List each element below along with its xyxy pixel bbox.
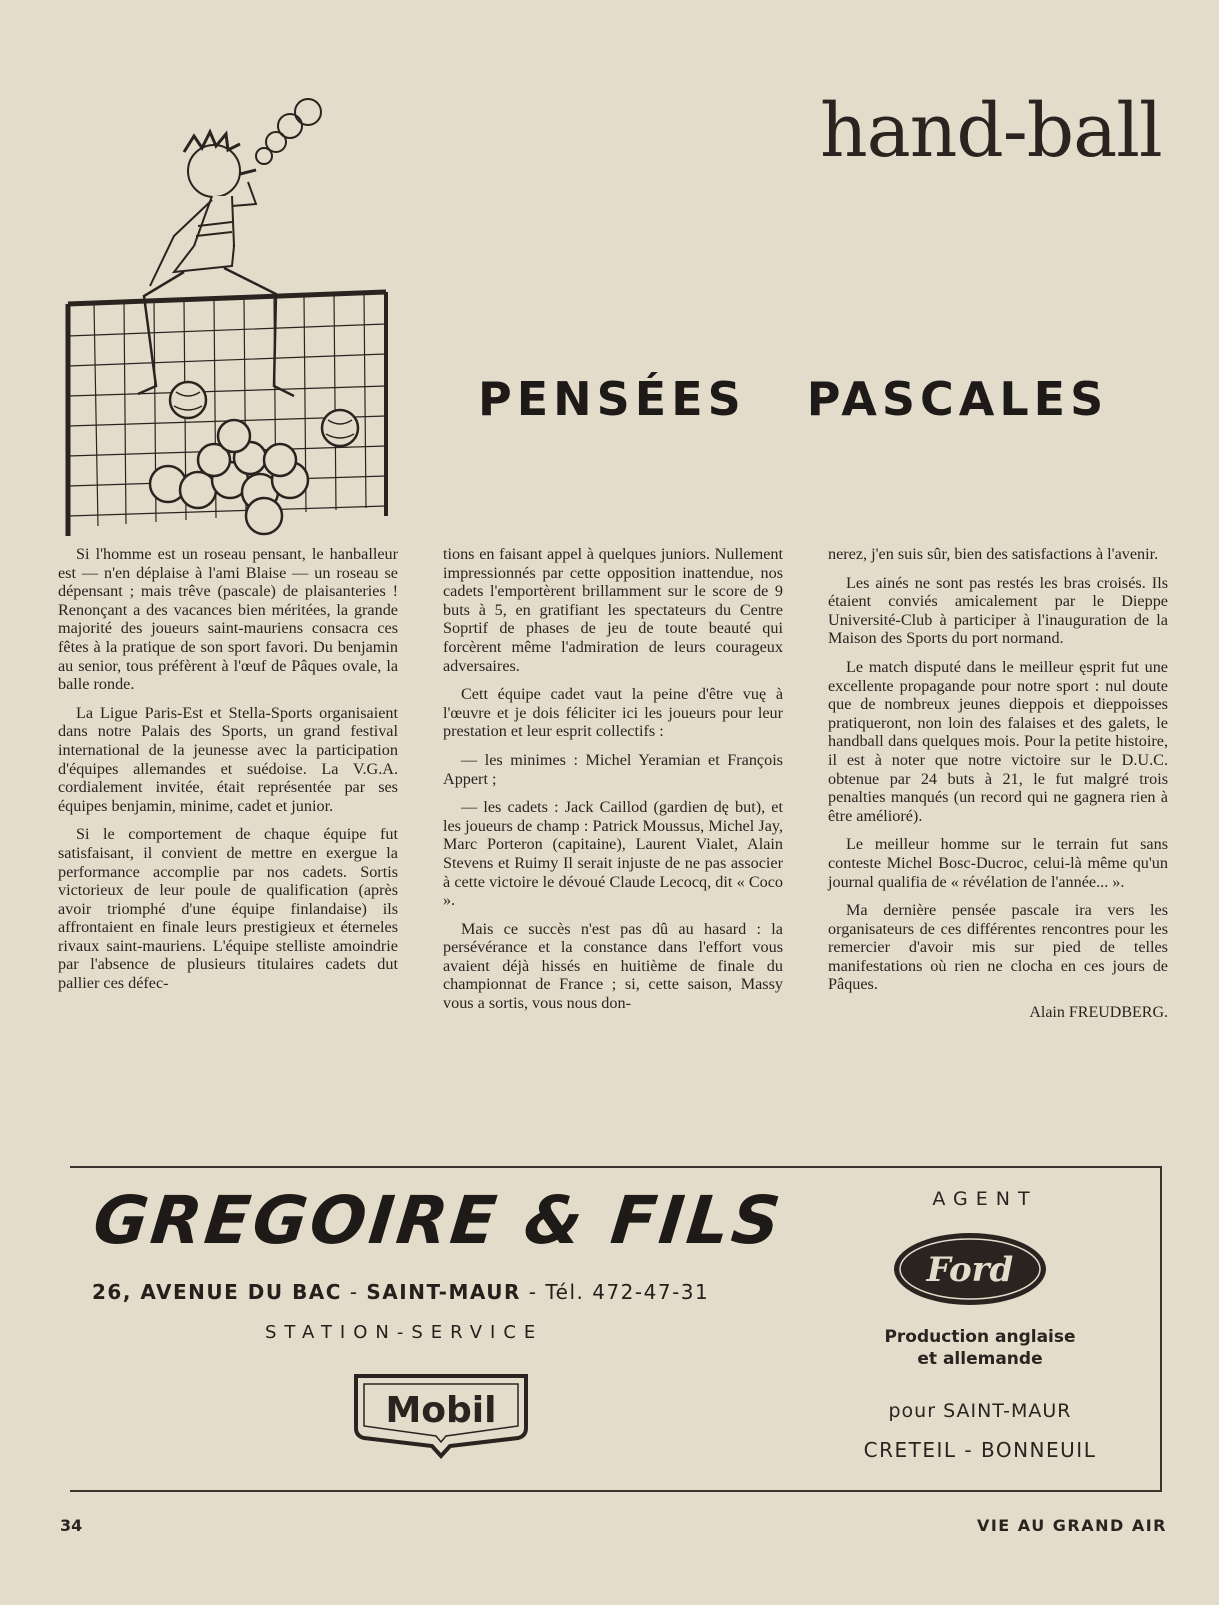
paragraph: Si le comportement de chaque équipe fut satisfaisant, il convient de mettre en exergue la performance accomplie par nos cadets. Sortis victorieux de leur poule de qualification (après avoir triomphé d'une équipe finlandaise) ils affrontaient en finale leurs prestigieux et éterneles rivaux saint-mauriens. L'équipe stelliste amoindrie par l'absence de plusieurs titulaires cadets dut pallier ces défec- (58, 825, 398, 993)
author-signature: Alain FREUDBERG. (1029, 1004, 1168, 1022)
article-column-1 (58, 545, 398, 1120)
paragraph: — les cadets : Jack Caillod (gardien dę but), et les joueurs de champ : Patrick Moussus, Michel Jay, Marc Porteron (capitaine), Laurent Vialet, Alain Stevens et Ruimy Il serait injuste de ne pas associer à cette victoire le dévoué Claude Lecocq, dit « Coco ». (443, 798, 783, 910)
ad-separator: - (520, 1280, 546, 1304)
article-body (58, 545, 1168, 1120)
paragraph: nerez, j'en suis sûr, bien des satisfactions à l'avenir. (828, 545, 1159, 563)
ad-production-text (860, 1326, 1100, 1370)
ad-agent-label: AGENT (932, 1188, 1038, 1210)
ad-separator: - (341, 1280, 367, 1304)
ford-logo-text: Ford (926, 1250, 1014, 1290)
page-number: 34 (60, 1516, 83, 1535)
ad-production-line: et allemande (917, 1349, 1043, 1369)
handball-player-on-goal-illustration (64, 96, 404, 541)
paragraph: tions en faisant appel à quelques juniors. Nullement impressionnés par cette opposition inattendue, nos cadets l'emportèrent brillamment sur le score de 9 buts à 5, en gratifiant les spectateurs du Centre Soprtif de phases de jeu de toute beauté qui forcèrent même l'admiration de leurs courageux adversaires. (443, 545, 783, 675)
paragraph: Le match disputé dans le meilleur ęsprit fut une excellente propagande pour notre sport : nul doute que de nombreux jeunes dieppois et dieppoisses pratiqueront, non loin des falaises et des galets, le handball dans quelques mois. Pour la petite histoire, il est à noter que notre victoire sur le D.U.C. obtenue par 24 buts à 21, le fut malgré trois penalties manqués (un record qui ne gagnera rien à être amélioré). (828, 657, 1168, 825)
paragraph: Mais ce succès n'est pas dû au hasard : la persévérance et la constance dans l'effort vous avaient déjà hissés en huitième de finale du championnat de France ; si, cette saison, Massy vous a sortis, vous nous don- (443, 919, 783, 1013)
paragraph: Si l'homme est un roseau pensant, le hanballeur est — n'en déplaise à l'ami Blaise — un roseau se dépensant ; mais trêve (pascale) de plaisanteries ! Renonçant a des vacances bien méritées, la grande majorité des joueurs saint-mauriens consacra ces fêtes à la pratique de son sport favori. Du benjamin au senior, tous préfèrent à l'œuf de Pâques ovale, la balle ronde. (58, 545, 398, 694)
ad-production-line: Production anglaise (884, 1327, 1076, 1347)
ford-logo (890, 1228, 1050, 1310)
paragraph: Le meilleur homme sur le terrain fut sans conteste Michel Bosc-Ducroc, celui-là même qu'un journal qualifia de « révélation de l'année... ». (828, 835, 1168, 891)
article-column-2 (443, 545, 783, 1120)
paragraph: — les minimes : Michel Yeramian et François Appert ; (443, 750, 783, 788)
ad-street: 26, AVENUE DU BAC (92, 1280, 342, 1304)
paragraph: Les ainés ne sont pas restés les bras croisés. Ils étaient conviés amicalement par le Dieppe Université-Club à participer à l'inauguration de la Maison des Sports du port normand. (828, 573, 1168, 648)
article-column-3 (828, 545, 1168, 1120)
magazine-name: VIE AU GRAND AIR (976, 1516, 1167, 1535)
ad-brand-name: GREGOIRE & FILS (89, 1182, 787, 1259)
mobil-logo-text: Mobil (385, 1390, 497, 1431)
ad-location-line: pour SAINT-MAUR (888, 1400, 1072, 1422)
paragraph: Cett équipe cadet vaut la peine d'être vuę à l'œuvre et je dois féliciter ici les joueurs pour leur prestation et leur esprit collectifs : (443, 685, 783, 741)
article-headline: PENSÉES PASCALES (478, 372, 1109, 426)
paragraph: Ma dernière pensée pascale ira vers les organisateurs de ces différentes rencontres pour les remercier d'avoir mis sur pied de telles manifestations où rien ne clocha en ces jours de Pâques. (828, 901, 1168, 994)
advertisement (70, 1166, 1162, 1492)
section-title: hand-ball (820, 88, 1162, 174)
mobil-logo (350, 1370, 532, 1460)
ad-cities-line: CRETEIL - BONNEUIL (863, 1438, 1097, 1462)
paragraph: La Ligue Paris-Est et Stella-Sports organisaient dans notre Palais des Sports, un grand festival international de la jeunesse avec la participation d'équipes allemandes et suédoise. La V.G.A. cordialement invitée, était représentée par ses équipes benjamin, minime, cadet et junior. (58, 703, 398, 815)
ad-address (92, 1280, 812, 1304)
ad-city: SAINT-MAUR (366, 1280, 521, 1304)
ad-service-label: STATION-SERVICE (265, 1322, 544, 1343)
ad-phone: Tél. 472-47-31 (545, 1280, 710, 1304)
